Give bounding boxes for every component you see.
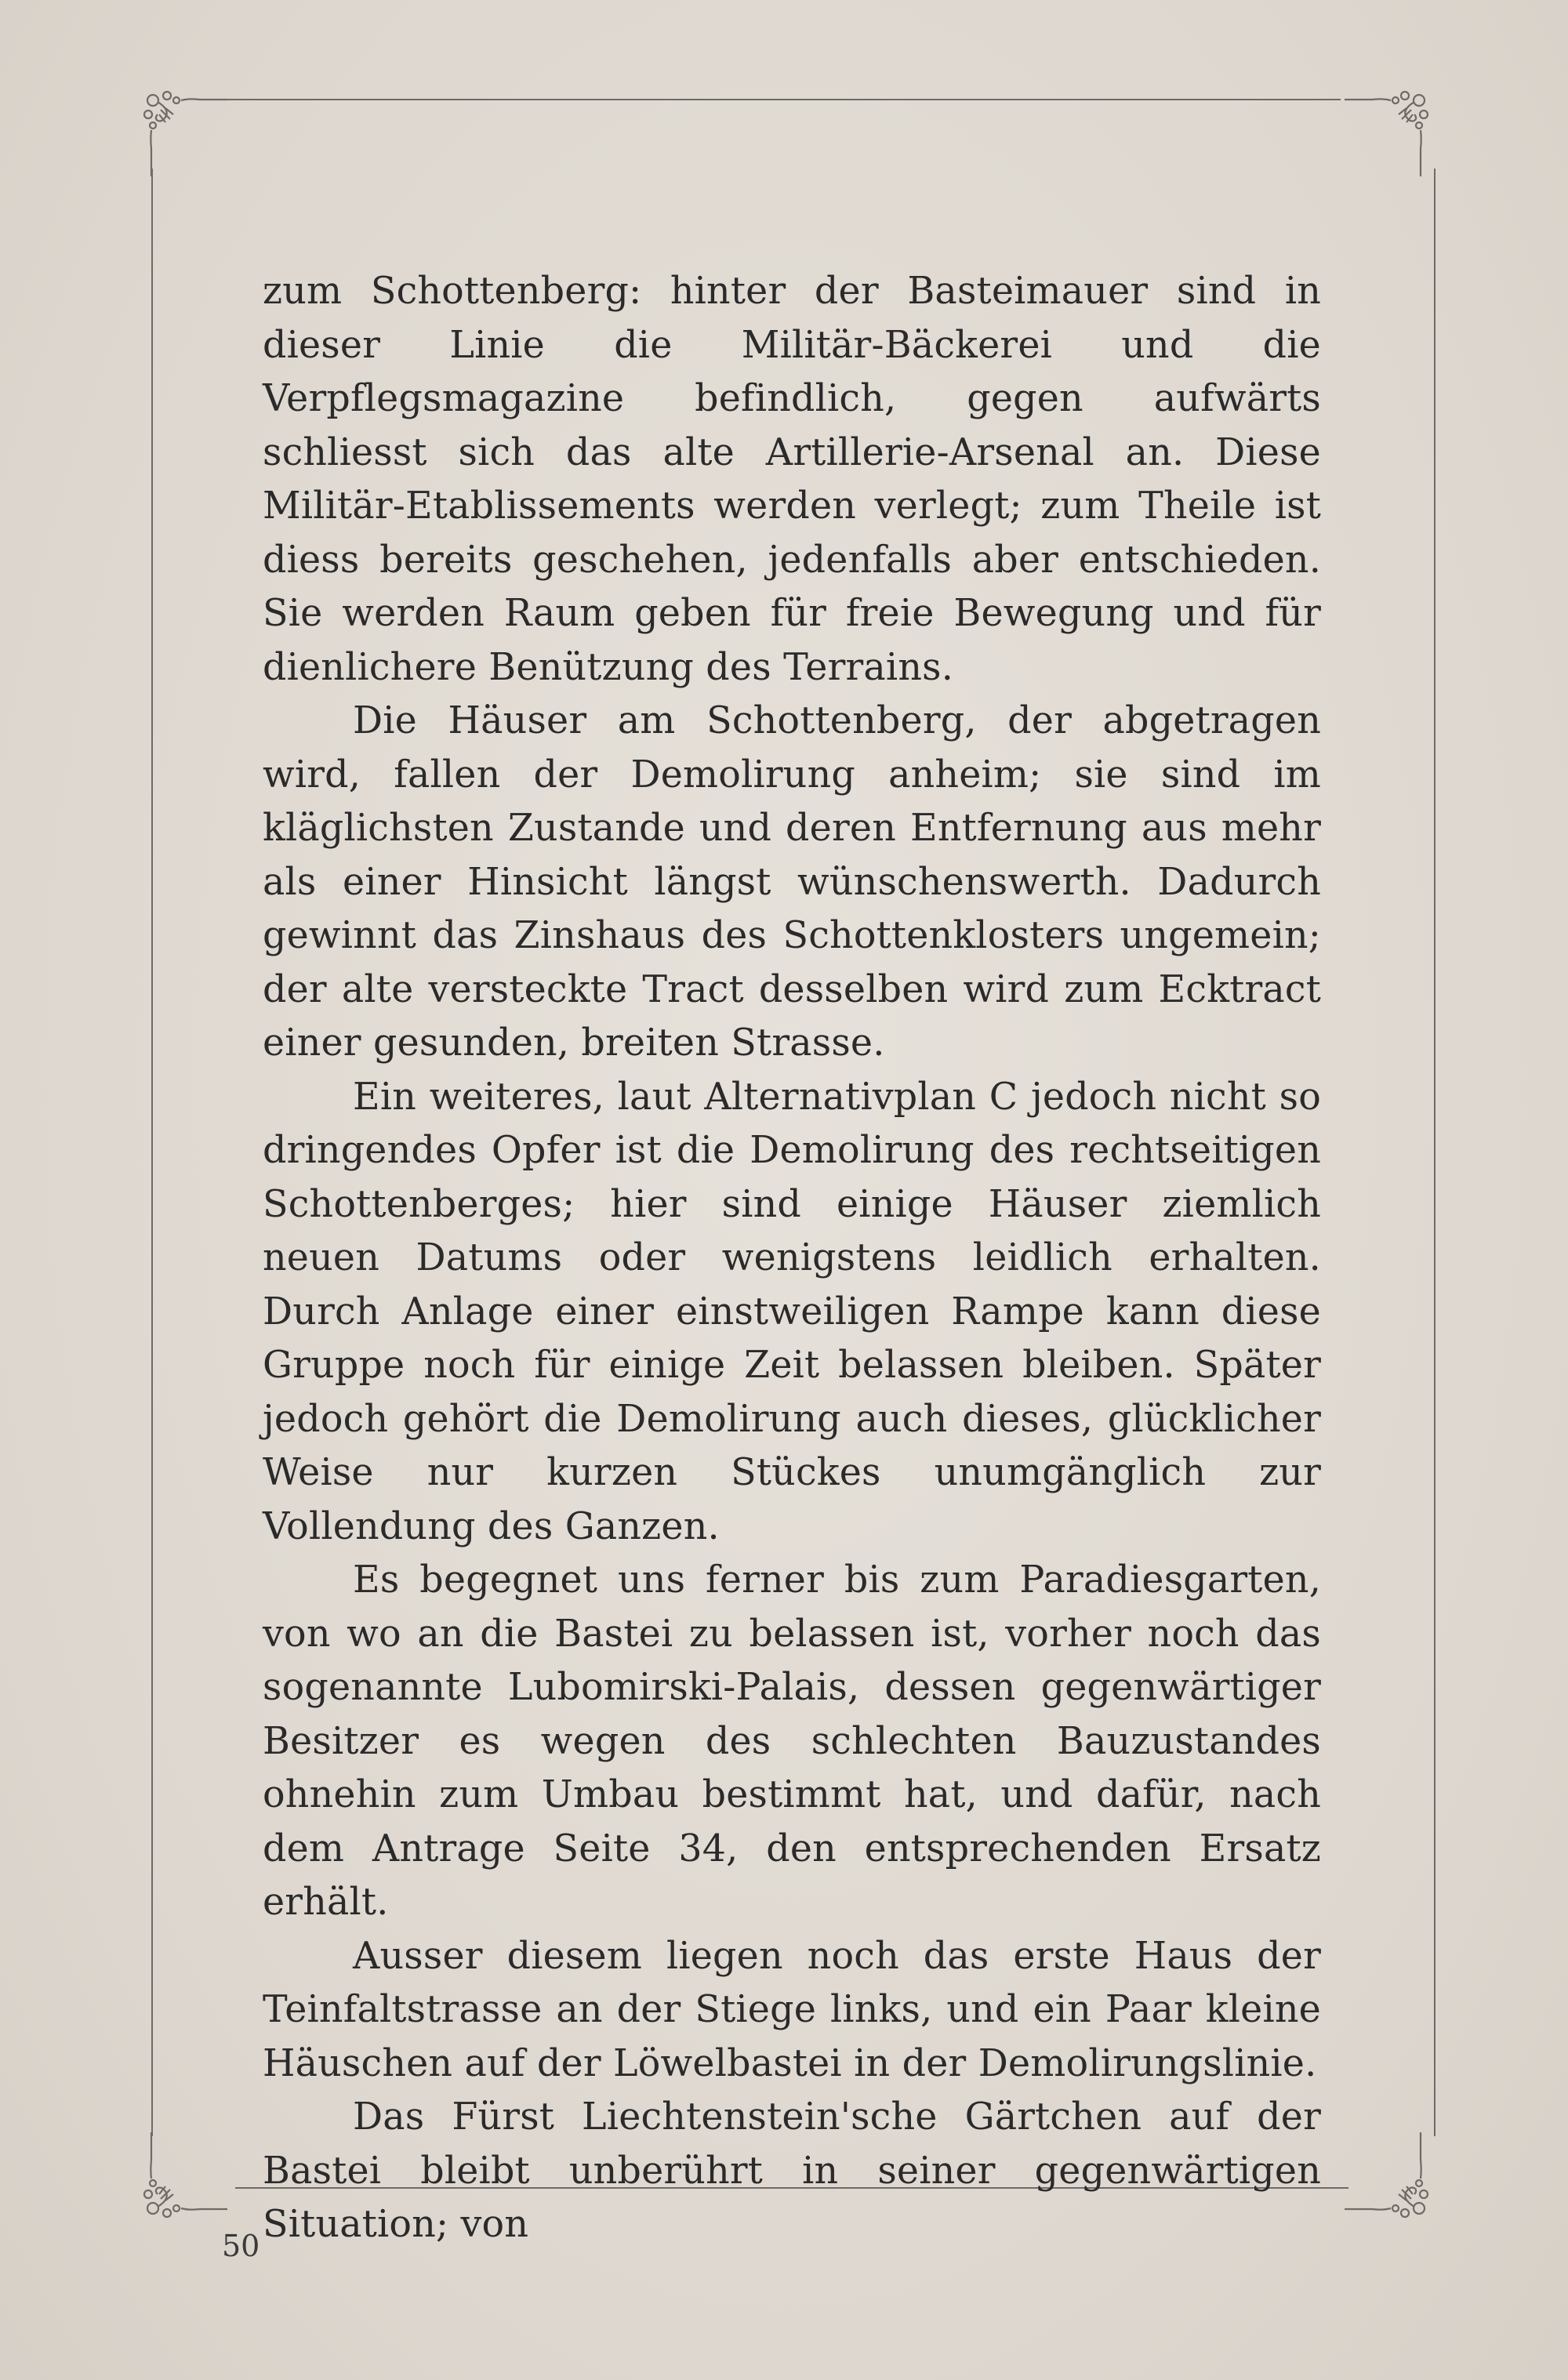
paragraph: Ein weiteres, laut Alternativplan C jedoch nicht so dringendes Opfer ist die Demolirung des rechtseitigen Schottenberges; hier sind einige Häuser ziemlich neuen Datums oder wenigstens leidlich erhalten. Durch Anlage einer einstweiligen Rampe kann diese Gruppe noch für einige Zeit belassen bleiben. Später jedoch gehört die Demolirung auch dieses, glücklicher Weise nur kurzen Stückes unumgänglich zur Vollendung des Ganzen. <box>263 1075 1321 1548</box>
page-number: 50 <box>222 2229 260 2263</box>
frame-left-rule <box>151 169 153 2136</box>
corner-ornament-icon <box>129 78 247 196</box>
frame-right-rule <box>1434 169 1436 2136</box>
paragraph: Die Häuser am Schottenberg, der abgetragen wird, fallen der Demolirung anheim; sie sind im kläglichsten Zustande und deren Entfernung aus mehr als einer Hinsicht längst wünschenswerth. Dadurch gewinnt das Zinshaus des Schottenklosters ungemein; der alte versteckte Tract desselben wird zum Ecktract einer gesunden, breiten Strasse. <box>263 699 1321 1065</box>
frame-top-rule <box>227 99 1341 100</box>
body-text <box>263 265 1321 2252</box>
corner-ornament-icon <box>129 2113 247 2230</box>
paragraph: Ausser diesem liegen noch das erste Haus der Teinfaltstrasse an der Stiege links, und ein Paar kleine Häuschen auf der Löwelbastei in der Demolirungslinie. <box>263 1934 1321 2085</box>
paragraph: Es begegnet uns ferner bis zum Paradiesgarten, von wo an die Bastei zu belassen ist, vorher noch das sogenannte Lubomirski-Palais, dessen gegenwärtiger Besitzer es wegen des schlechten Bauzustandes ohnehin zum Umbau bestimmt hat, und dafür, nach dem Antrage Seite 34, den entsprechenden Ersatz erhält. <box>263 1558 1321 1924</box>
paragraph: Das Fürst Liechtenstein'sche Gärtchen auf der Bastei bleibt unberührt in seiner gegenwärtigen Situation; von <box>263 2095 1321 2246</box>
corner-ornament-icon <box>1325 2113 1443 2230</box>
paragraph: zum Schottenberg: hinter der Basteimauer sind in dieser Linie die Militär-Bäckerei und die Verpflegsmagazine befindlich, gegen aufwärts schliesst sich das alte Artillerie-Arsenal an. Diese Militär-Etablissements werden verlegt; zum Theile ist diess bereits geschehen, jedenfalls aber entschieden. Sie werden Raum geben für freie Bewegung und für dienlichere Benützung des Terrains. <box>263 270 1321 689</box>
corner-ornament-icon <box>1325 78 1443 196</box>
